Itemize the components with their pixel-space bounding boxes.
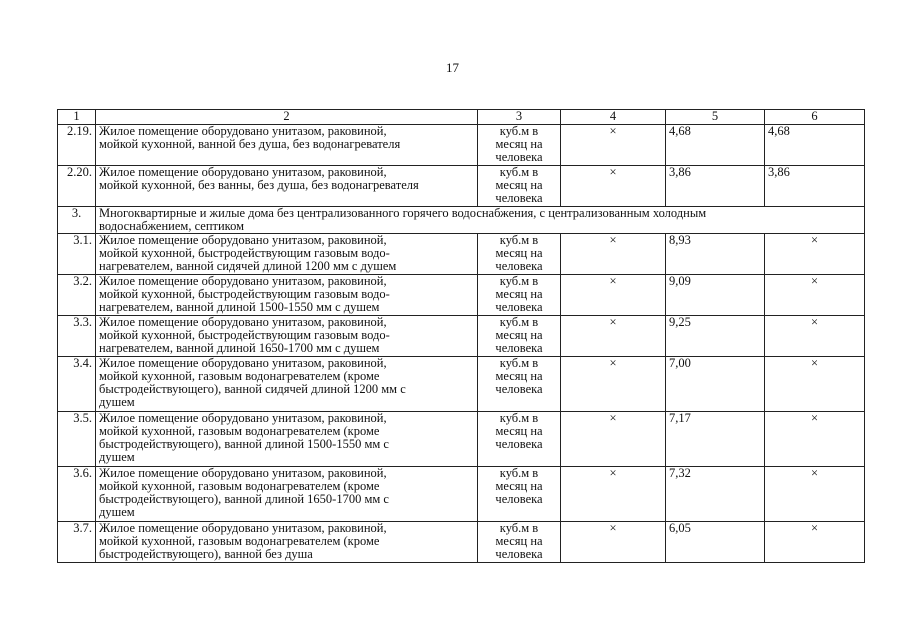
- section-title: [96, 207, 865, 234]
- table-row: [58, 125, 865, 166]
- description-line: Жилое помещение оборудовано унитазом, раковиной,: [99, 356, 387, 370]
- unit-line: человека: [495, 437, 543, 451]
- unit-line: месяц на: [495, 137, 543, 151]
- column-6-value: ×: [765, 412, 865, 467]
- column-4-value: ×: [561, 234, 666, 275]
- unit-line: куб.м в: [499, 124, 539, 138]
- row-number: 3.1.: [58, 234, 96, 275]
- unit-of-measure: [478, 412, 561, 467]
- column-4-value: ×: [561, 125, 666, 166]
- table-section-row: [58, 207, 865, 234]
- section-title-line: Многоквартирные и жилые дома без централизованного горячего водоснабжения, с централизованным холодным: [99, 206, 707, 220]
- unit-line: месяц на: [495, 328, 543, 342]
- unit-line: куб.м в: [499, 411, 539, 425]
- table-row: [58, 467, 865, 522]
- description-line: быстродействующего), ванной сидячей длиной 1200 мм с: [99, 382, 406, 396]
- description-line: душем: [99, 450, 135, 464]
- unit-line: месяц на: [495, 178, 543, 192]
- description-line: душем: [99, 505, 135, 519]
- unit-line: человека: [495, 300, 543, 314]
- row-description: [96, 412, 478, 467]
- column-6-value: 3,86: [765, 166, 865, 207]
- unit-line: человека: [495, 259, 543, 273]
- row-number: 3.2.: [58, 275, 96, 316]
- description-line: мойкой кухонной, газовым водонагревателем (кроме: [99, 534, 380, 548]
- row-number: 3.6.: [58, 467, 96, 522]
- row-description: [96, 357, 478, 412]
- description-line: мойкой кухонной, быстродействующим газовым водо-: [99, 246, 390, 260]
- column-5-value: 7,17: [666, 412, 765, 467]
- unit-of-measure: [478, 316, 561, 357]
- unit-line: месяц на: [495, 534, 543, 548]
- unit-line: месяц на: [495, 287, 543, 301]
- row-description: [96, 316, 478, 357]
- unit-of-measure: [478, 275, 561, 316]
- row-number: 3.5.: [58, 412, 96, 467]
- description-line: мойкой кухонной, без ванны, без душа, без водонагревателя: [99, 178, 419, 192]
- description-line: Жилое помещение оборудовано унитазом, раковиной,: [99, 233, 387, 247]
- description-line: Жилое помещение оборудовано унитазом, раковиной,: [99, 315, 387, 329]
- table-header-row: [58, 110, 865, 125]
- unit-line: человека: [495, 547, 543, 561]
- unit-of-measure: [478, 522, 561, 563]
- description-line: быстродействующего), ванной длиной 1650-1700 мм с: [99, 492, 389, 506]
- unit-line: месяц на: [495, 369, 543, 383]
- description-line: Жилое помещение оборудовано унитазом, раковиной,: [99, 411, 387, 425]
- row-description: [96, 275, 478, 316]
- row-description: [96, 522, 478, 563]
- row-number: 2.19.: [58, 125, 96, 166]
- description-line: быстродействующего), ванной длиной 1500-1550 мм с: [99, 437, 389, 451]
- description-line: мойкой кухонной, быстродействующим газовым водо-: [99, 287, 390, 301]
- description-line: мойкой кухонной, ванной без душа, без водонагревателя: [99, 137, 401, 151]
- header-cell: 2: [96, 110, 478, 125]
- description-line: нагревателем, ванной длиной 1500-1550 мм с душем: [99, 300, 380, 314]
- column-4-value: ×: [561, 316, 666, 357]
- row-number: 3.: [58, 207, 96, 234]
- description-line: быстродействующего), ванной без душа: [99, 547, 313, 561]
- unit-line: человека: [495, 150, 543, 164]
- description-line: Жилое помещение оборудовано унитазом, раковиной,: [99, 521, 387, 535]
- header-cell: 6: [765, 110, 865, 125]
- table-row: [58, 316, 865, 357]
- column-5-value: 9,25: [666, 316, 765, 357]
- description-line: Жилое помещение оборудовано унитазом, раковиной,: [99, 274, 387, 288]
- header-cell: 3: [478, 110, 561, 125]
- column-5-value: 6,05: [666, 522, 765, 563]
- description-line: мойкой кухонной, газовым водонагревателем (кроме: [99, 424, 380, 438]
- column-5-value: 8,93: [666, 234, 765, 275]
- unit-line: куб.м в: [499, 356, 539, 370]
- column-6-value: ×: [765, 234, 865, 275]
- description-line: нагревателем, ванной сидячей длиной 1200 мм с душем: [99, 259, 397, 273]
- unit-line: куб.м в: [499, 466, 539, 480]
- column-4-value: ×: [561, 412, 666, 467]
- row-description: [96, 234, 478, 275]
- column-6-value: ×: [765, 316, 865, 357]
- column-6-value: ×: [765, 467, 865, 522]
- table-row: [58, 275, 865, 316]
- row-number: 3.4.: [58, 357, 96, 412]
- unit-line: месяц на: [495, 246, 543, 260]
- table-row: [58, 234, 865, 275]
- table-row: [58, 166, 865, 207]
- unit-line: месяц на: [495, 479, 543, 493]
- column-5-value: 3,86: [666, 166, 765, 207]
- unit-of-measure: [478, 166, 561, 207]
- section-title-line: водоснабжением, септиком: [99, 219, 245, 233]
- unit-line: куб.м в: [499, 521, 539, 535]
- unit-line: месяц на: [495, 424, 543, 438]
- unit-of-measure: [478, 125, 561, 166]
- header-cell: 4: [561, 110, 666, 125]
- row-description: [96, 125, 478, 166]
- description-line: мойкой кухонной, газовым водонагревателем (кроме: [99, 369, 380, 383]
- description-line: нагревателем, ванной длиной 1650-1700 мм с душем: [99, 341, 380, 355]
- description-line: душем: [99, 395, 135, 409]
- description-line: Жилое помещение оборудовано унитазом, раковиной,: [99, 124, 387, 138]
- column-4-value: ×: [561, 275, 666, 316]
- column-6-value: ×: [765, 522, 865, 563]
- column-4-value: ×: [561, 166, 666, 207]
- column-4-value: ×: [561, 522, 666, 563]
- column-5-value: 7,32: [666, 467, 765, 522]
- unit-of-measure: [478, 234, 561, 275]
- column-6-value: 4,68: [765, 125, 865, 166]
- unit-line: куб.м в: [499, 165, 539, 179]
- description-line: Жилое помещение оборудовано унитазом, раковиной,: [99, 466, 387, 480]
- column-6-value: ×: [765, 357, 865, 412]
- column-4-value: ×: [561, 357, 666, 412]
- column-6-value: ×: [765, 275, 865, 316]
- unit-line: куб.м в: [499, 233, 539, 247]
- consumption-norms-table: [57, 109, 865, 563]
- column-5-value: 9,09: [666, 275, 765, 316]
- unit-line: человека: [495, 191, 543, 205]
- description-line: мойкой кухонной, газовым водонагревателем (кроме: [99, 479, 380, 493]
- description-line: мойкой кухонной, быстродействующим газовым водо-: [99, 328, 390, 342]
- table-row: [58, 522, 865, 563]
- unit-line: человека: [495, 341, 543, 355]
- row-description: [96, 166, 478, 207]
- unit-line: человека: [495, 492, 543, 506]
- unit-of-measure: [478, 357, 561, 412]
- unit-line: человека: [495, 382, 543, 396]
- header-cell: 5: [666, 110, 765, 125]
- row-number: 3.3.: [58, 316, 96, 357]
- row-description: [96, 467, 478, 522]
- description-line: Жилое помещение оборудовано унитазом, раковиной,: [99, 165, 387, 179]
- row-number: 3.7.: [58, 522, 96, 563]
- column-5-value: 7,00: [666, 357, 765, 412]
- row-number: 2.20.: [58, 166, 96, 207]
- table-row: [58, 357, 865, 412]
- column-4-value: ×: [561, 467, 666, 522]
- unit-line: куб.м в: [499, 315, 539, 329]
- unit-of-measure: [478, 467, 561, 522]
- header-cell: 1: [58, 110, 96, 125]
- page-number: 17: [446, 60, 459, 75]
- column-5-value: 4,68: [666, 125, 765, 166]
- table-row: [58, 412, 865, 467]
- unit-line: куб.м в: [499, 274, 539, 288]
